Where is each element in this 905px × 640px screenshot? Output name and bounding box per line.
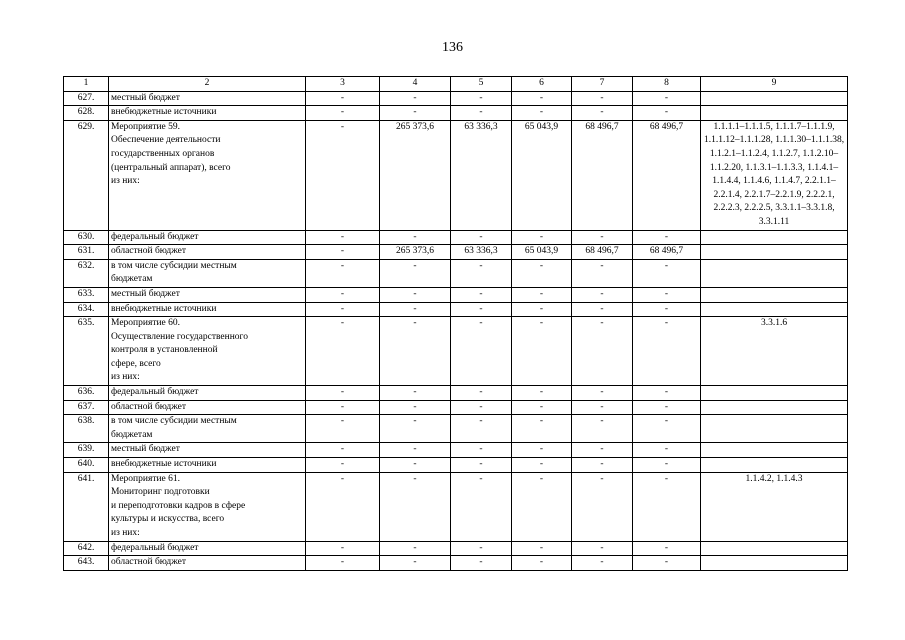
row-number-cell: 632. [64,259,109,287]
value-cell-col7: - [572,302,633,317]
value-cell-col4: - [380,386,451,401]
indicator-refs-cell [701,556,848,571]
value-cell-col7: 68 496,7 [572,120,633,230]
budget-table-body [64,77,848,571]
table-row [64,443,848,458]
value-cell-col8: - [633,287,701,302]
value-cell-col3: - [306,443,380,458]
value-cell-col4: - [380,443,451,458]
value-cell-col7: - [572,287,633,302]
value-cell-col6: - [512,302,572,317]
indicator-refs-cell [701,287,848,302]
value-cell-col5: - [451,472,512,541]
table-row [64,259,848,287]
row-name-cell: местный бюджет [109,287,306,302]
value-cell-col5: - [451,556,512,571]
value-cell-col8: - [633,443,701,458]
row-number-cell: 641. [64,472,109,541]
row-number-cell: 636. [64,386,109,401]
table-row [64,415,848,443]
value-cell-col5: - [451,302,512,317]
header-cell: 3 [306,77,380,92]
value-cell-col5: - [451,458,512,473]
value-cell-col3: - [306,230,380,245]
table-row [64,458,848,473]
value-cell-col4: - [380,415,451,443]
value-cell-col3: - [306,541,380,556]
indicator-refs-cell [701,259,848,287]
value-cell-col6: - [512,106,572,121]
value-cell-col8: - [633,458,701,473]
value-cell-col3: - [306,120,380,230]
row-number-cell: 630. [64,230,109,245]
indicator-refs-cell [701,541,848,556]
value-cell-col6: - [512,415,572,443]
table-row [64,230,848,245]
row-number-cell: 638. [64,415,109,443]
value-cell-col7: - [572,472,633,541]
header-cell: 8 [633,77,701,92]
value-cell-col3: - [306,317,380,386]
value-cell-col5: 63 336,3 [451,120,512,230]
row-number-cell: 628. [64,106,109,121]
value-cell-col3: - [306,400,380,415]
value-cell-col6: - [512,541,572,556]
value-cell-col6: 65 043,9 [512,120,572,230]
value-cell-col7: - [572,541,633,556]
value-cell-col5: - [451,443,512,458]
value-cell-col7: - [572,91,633,106]
value-cell-col5: - [451,386,512,401]
value-cell-col4: - [380,259,451,287]
table-row [64,302,848,317]
value-cell-col5: - [451,91,512,106]
value-cell-col4: - [380,106,451,121]
value-cell-col8: - [633,302,701,317]
value-cell-col3: - [306,415,380,443]
value-cell-col5: - [451,230,512,245]
table-row [64,245,848,260]
value-cell-col4: - [380,472,451,541]
table-row [64,287,848,302]
indicator-refs-cell [701,400,848,415]
value-cell-col6: - [512,287,572,302]
value-cell-col3: - [306,106,380,121]
row-number-cell: 640. [64,458,109,473]
value-cell-col6: - [512,91,572,106]
value-cell-col6: - [512,230,572,245]
indicator-refs-cell [701,443,848,458]
row-name-cell: федеральный бюджет [109,386,306,401]
row-number-cell: 633. [64,287,109,302]
value-cell-col3: - [306,302,380,317]
table-row [64,106,848,121]
table-header-row [64,77,848,92]
value-cell-col5: - [451,541,512,556]
row-number-cell: 629. [64,120,109,230]
value-cell-col4: - [380,400,451,415]
value-cell-col6: - [512,458,572,473]
row-name-cell: областной бюджет [109,245,306,260]
indicator-refs-cell: 1.1.4.2, 1.1.4.3 [701,472,848,541]
value-cell-col7: - [572,556,633,571]
value-cell-col8: - [633,91,701,106]
row-name-cell: внебюджетные источники [109,106,306,121]
table-row [64,91,848,106]
value-cell-col6: - [512,317,572,386]
indicator-refs-cell [701,458,848,473]
row-name-cell: в том числе субсидии местным бюджетам [109,415,306,443]
row-name-cell: внебюджетные источники [109,458,306,473]
value-cell-col7: - [572,106,633,121]
header-cell: 5 [451,77,512,92]
indicator-refs-cell [701,302,848,317]
row-number-cell: 637. [64,400,109,415]
value-cell-col4: - [380,556,451,571]
indicator-refs-cell [701,245,848,260]
value-cell-col3: - [306,386,380,401]
value-cell-col7: - [572,259,633,287]
value-cell-col8: - [633,556,701,571]
row-name-cell: областной бюджет [109,400,306,415]
value-cell-col8: - [633,400,701,415]
row-name-cell: федеральный бюджет [109,541,306,556]
value-cell-col6: - [512,259,572,287]
value-cell-col8: - [633,317,701,386]
value-cell-col4: - [380,541,451,556]
header-cell: 2 [109,77,306,92]
value-cell-col5: - [451,415,512,443]
table-row [64,317,848,386]
value-cell-col8: 68 496,7 [633,245,701,260]
row-number-cell: 635. [64,317,109,386]
value-cell-col6: - [512,443,572,458]
table-row [64,120,848,230]
header-cell: 7 [572,77,633,92]
row-name-cell: внебюджетные источники [109,302,306,317]
table-row [64,386,848,401]
indicator-refs-cell: 1.1.1.1–1.1.1.5, 1.1.1.7–1.1.1.9, 1.1.1.12–1.1.1.28, 1.1.1.30–1.1.1.38, 1.1.2.1–1.1.2.4, 1.1.2.7, 1.1.2.10–1.1.2.20, 1.1.3.1–1.1.3.3, 1.1.4.1–1.1.4.4, 1.1.4.6, 1.1.4.7, 2.2.1.1–2.2.1.4, 2.2.1.7–2.2.1.9, 2.2.2.1, 2.2.2.3, 2.2.2.5, 3.3.1.1–3.3.1.8, 3.3.1.11 [701,120,848,230]
row-number-cell: 643. [64,556,109,571]
value-cell-col3: - [306,91,380,106]
value-cell-col7: - [572,400,633,415]
value-cell-col7: - [572,317,633,386]
header-cell: 9 [701,77,848,92]
value-cell-col8: - [633,541,701,556]
value-cell-col7: - [572,230,633,245]
value-cell-col4: - [380,317,451,386]
value-cell-col6: - [512,400,572,415]
value-cell-col7: - [572,415,633,443]
value-cell-col3: - [306,556,380,571]
value-cell-col7: - [572,458,633,473]
row-name-cell: Мероприятие 60. Осуществление государственного контроля в установленной сфере, всего из них: [109,317,306,386]
header-cell: 4 [380,77,451,92]
table-row [64,472,848,541]
row-number-cell: 639. [64,443,109,458]
row-name-cell: Мероприятие 61. Мониторинг подготовки и переподготовки кадров в сфере культуры и искусства, всего из них: [109,472,306,541]
value-cell-col6: - [512,386,572,401]
value-cell-col6: - [512,556,572,571]
indicator-refs-cell [701,91,848,106]
row-name-cell: Мероприятие 59. Обеспечение деятельности государственных органов (центральный аппарат), всего из них: [109,120,306,230]
value-cell-col6: 65 043,9 [512,245,572,260]
header-cell: 6 [512,77,572,92]
value-cell-col8: - [633,106,701,121]
budget-table [63,76,848,571]
value-cell-col5: - [451,287,512,302]
row-number-cell: 627. [64,91,109,106]
value-cell-col3: - [306,245,380,260]
row-name-cell: местный бюджет [109,443,306,458]
indicator-refs-cell: 3.3.1.6 [701,317,848,386]
row-name-cell: федеральный бюджет [109,230,306,245]
value-cell-col8: - [633,230,701,245]
row-number-cell: 631. [64,245,109,260]
table-row [64,556,848,571]
value-cell-col4: - [380,302,451,317]
value-cell-col8: - [633,415,701,443]
value-cell-col5: - [451,400,512,415]
value-cell-col4: 265 373,6 [380,245,451,260]
row-number-cell: 642. [64,541,109,556]
page-number: 136 [442,40,463,55]
value-cell-col8: - [633,472,701,541]
value-cell-col4: 265 373,6 [380,120,451,230]
row-name-cell: местный бюджет [109,91,306,106]
value-cell-col7: 68 496,7 [572,245,633,260]
value-cell-col5: 63 336,3 [451,245,512,260]
value-cell-col4: - [380,91,451,106]
table-row [64,400,848,415]
value-cell-col5: - [451,317,512,386]
value-cell-col7: - [572,443,633,458]
header-cell: 1 [64,77,109,92]
value-cell-col5: - [451,106,512,121]
value-cell-col8: - [633,386,701,401]
value-cell-col3: - [306,458,380,473]
row-name-cell: в том числе субсидии местным бюджетам [109,259,306,287]
row-name-cell: областной бюджет [109,556,306,571]
value-cell-col8: - [633,259,701,287]
indicator-refs-cell [701,386,848,401]
value-cell-col3: - [306,259,380,287]
value-cell-col7: - [572,386,633,401]
indicator-refs-cell [701,230,848,245]
value-cell-col3: - [306,287,380,302]
row-number-cell: 634. [64,302,109,317]
table-row [64,541,848,556]
value-cell-col4: - [380,287,451,302]
value-cell-col4: - [380,458,451,473]
value-cell-col4: - [380,230,451,245]
value-cell-col6: - [512,472,572,541]
value-cell-col3: - [306,472,380,541]
indicator-refs-cell [701,106,848,121]
indicator-refs-cell [701,415,848,443]
value-cell-col5: - [451,259,512,287]
value-cell-col8: 68 496,7 [633,120,701,230]
